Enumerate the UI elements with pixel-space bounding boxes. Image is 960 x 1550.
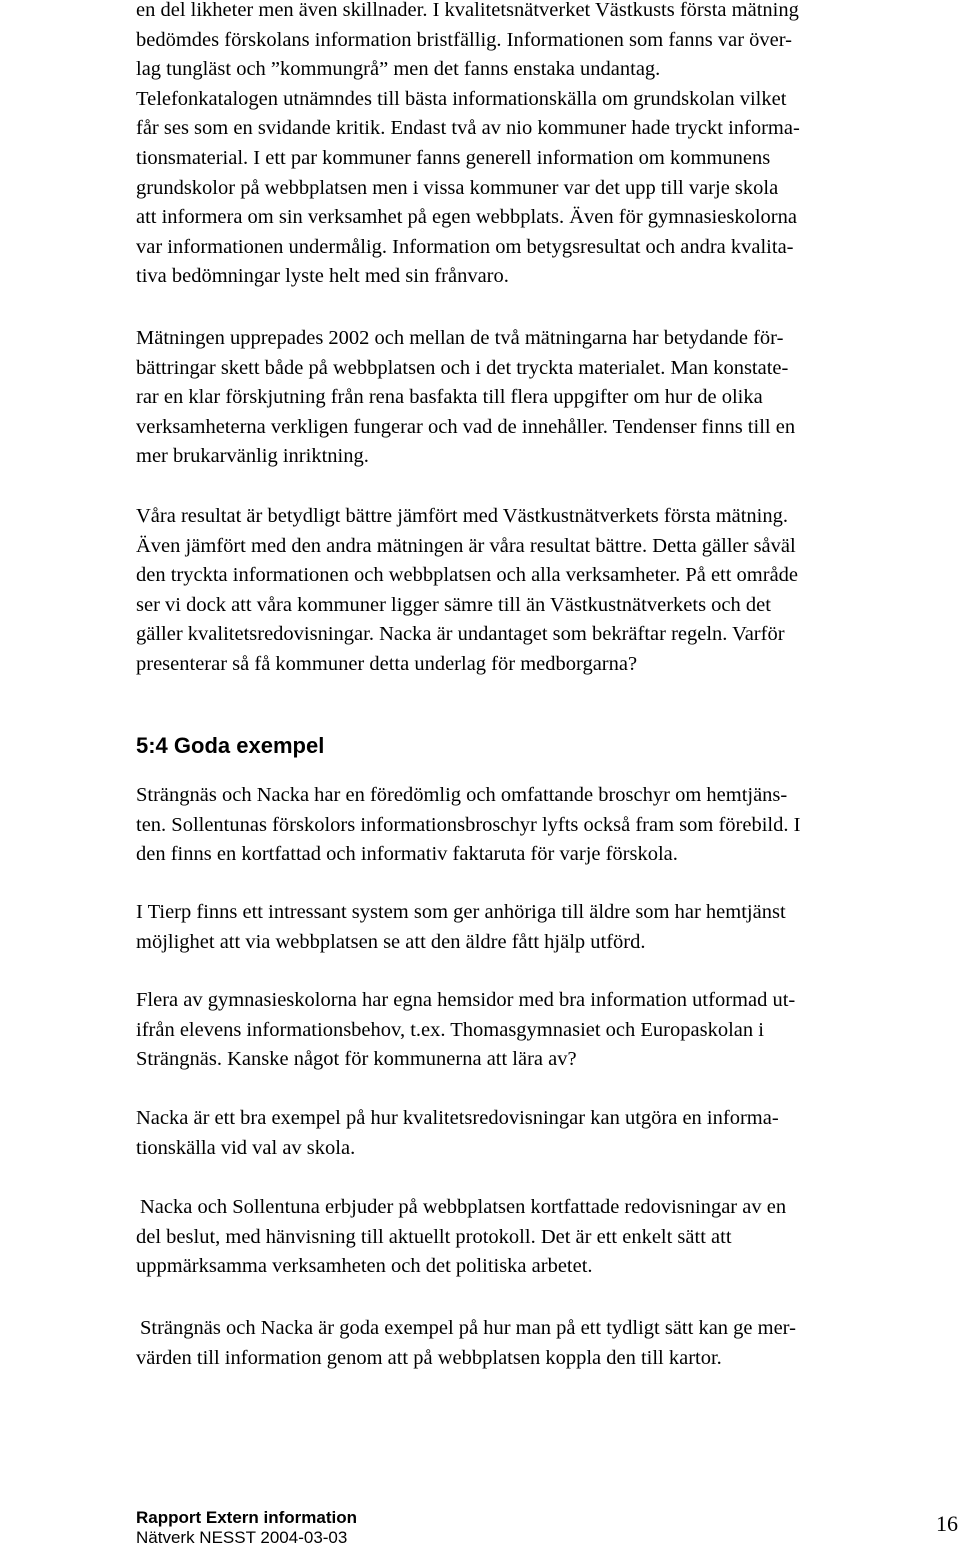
- text-line: rar en klar förskjutning från rena basfakta till flera uppgifter om hur de olika: [136, 386, 763, 409]
- page-footer: [136, 1508, 357, 1548]
- text-line: presenterar så få kommuner detta underlag för medborgarna?: [136, 652, 638, 675]
- paragraph-upper-secondary-websites: [136, 986, 956, 1075]
- text-line: mer brukarvänlig inriktning.: [136, 445, 369, 468]
- text-line: bedömdes förskolans information bristfällig. Informationen som fanns var över-: [136, 28, 792, 51]
- text-line: grundskolor på webbplatsen men i vissa kommuner var det upp till varje skola: [136, 176, 779, 199]
- paragraph-tierp-system: [136, 898, 956, 957]
- text-line: värden till information genom att på webbplatsen koppla den till kartor.: [136, 1346, 722, 1369]
- page-number: 16: [936, 1511, 958, 1536]
- text-line: ser vi dock att våra kommuner ligger sämre till än Västkustnätverkets och det: [136, 593, 771, 616]
- text-line: den finns en kortfattad och informativ faktaruta för varje förskola.: [136, 843, 678, 866]
- text-line: Mätningen upprepades 2002 och mellan de två mätningarna har betydande för-: [136, 327, 784, 349]
- text-line: tiva bedömningar lyste helt med sin frånvaro.: [136, 265, 509, 288]
- text-line: Strängnäs och Nacka är goda exempel på hur man på ett tydligt sätt kan ge mer-: [140, 1317, 796, 1339]
- text-line: bättringar skett både på webbplatsen och i det tryckta materialet. Man konstate-: [136, 356, 789, 379]
- text-line: en del likheter men även skillnader. I kvalitetsnätverket Västkusts första mätning: [136, 0, 799, 21]
- text-line: Flera av gymnasieskolorna har egna hemsidor med bra information utformad ut-: [136, 989, 796, 1011]
- text-line: del beslut, med hänvisning till aktuellt protokoll. Det är ett enkelt sätt att: [136, 1225, 732, 1248]
- text-line: möjlighet att via webbplatsen se att den äldre fått hjälp utförd.: [136, 930, 646, 953]
- text-line: att informera om sin verksamhet på egen webbplats. Även för gymnasieskolorna: [136, 206, 797, 229]
- section-heading: 5:4 Goda exempel: [136, 733, 325, 758]
- text-line: Våra resultat är betydligt bättre jämfört med Västkustnätverkets första mätning.: [136, 505, 789, 527]
- text-line: Nacka är ett bra exempel på hur kvalitetsredovisningar kan utgöra en informa-: [136, 1107, 779, 1129]
- text-line: får ses som en svidande kritik. Endast två av nio kommuner hade tryckt informa-: [136, 117, 800, 140]
- text-line: Strängnäs. Kanske något för kommunerna att lära av?: [136, 1048, 577, 1071]
- text-line: Telefonkatalogen utnämndes till bästa informationskälla om grundskolan vilket: [136, 87, 787, 110]
- footer-network-date: Nätverk NESST 2004-03-03: [136, 1528, 348, 1547]
- text-line: verksamheterna verkligen fungerar och vad de innehåller. Tendenser finns till en: [136, 415, 796, 438]
- paragraph-our-results: [136, 502, 956, 680]
- paragraph-quality-reports: [136, 1104, 956, 1163]
- text-line: Nacka och Sollentuna erbjuder på webbplatsen kortfattade redovisningar av en: [140, 1196, 787, 1218]
- text-line: gäller kvalitetsredovisningar. Nacka är undantaget som bekräftar regeln. Varför: [136, 623, 785, 646]
- text-line: I Tierp finns ett intressant system som ger anhöriga till äldre som har hemtjänst: [136, 901, 786, 923]
- text-line: ten. Sollentunas förskolors informationsbroschyr lyfts också fram som förebild. I: [136, 813, 801, 836]
- text-line: den tryckta informationen och webbplatsen och alla verksamheter. På ett område: [136, 564, 799, 587]
- text-line: var informationen undermålig. Information om betygsresultat och andra kvalita-: [136, 235, 794, 258]
- paragraph-repeated-measurement: [136, 324, 956, 472]
- text-line: ifrån elevens informationsbehov, t.ex. Thomasgymnasiet och Europaskolan i: [136, 1018, 764, 1041]
- footer-report-title: Rapport Extern information: [136, 1508, 358, 1527]
- text-line: tionsmaterial. I ett par kommuner fanns generell information om kommunens: [136, 146, 771, 169]
- paragraph-home-care-brochure: [136, 781, 956, 870]
- text-line: Strängnäs och Nacka har en föredömlig och omfattande broschyr om hemtjäns-: [136, 784, 788, 806]
- text-line: tionskälla vid val av skola.: [136, 1136, 356, 1159]
- text-line: lag tungläst och ”kommungrå” men det fanns enstaka undantag.: [136, 58, 661, 81]
- text-line: uppmärksamma verksamheten och det politiska arbetet.: [136, 1255, 593, 1278]
- paragraph-maps-value: [136, 1314, 956, 1373]
- paragraph-decision-summaries: [136, 1193, 956, 1282]
- paragraph-previous-measurements: [136, 0, 956, 292]
- text-line: Även jämfört med den andra mätningen är våra resultat bättre. Detta gäller såväl: [136, 534, 796, 557]
